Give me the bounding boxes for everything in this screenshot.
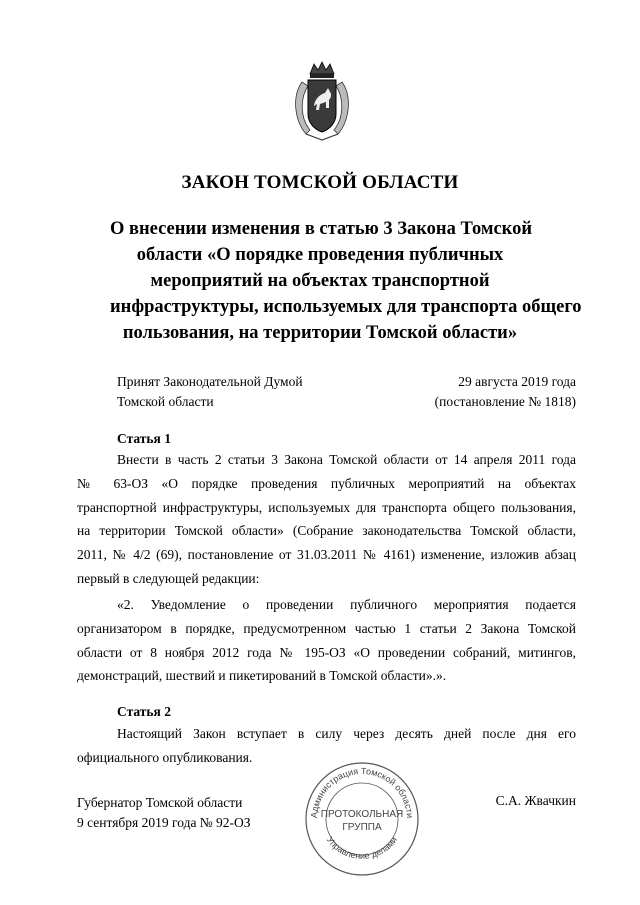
text-line: транспортной инфраструктуры, используемых для транспорта общего пользования, xyxy=(77,499,576,515)
text-line: № 63-ОЗ «О порядке проведения публичных мероприятий на объектах xyxy=(77,475,576,491)
coat-of-arms-icon xyxy=(288,60,356,142)
stamp-center-line-1: ПРОТОКОЛЬНАЯ xyxy=(320,809,404,820)
stamp-bottom-text: Управление делами xyxy=(324,834,400,861)
text-line: Настоящий Закон вступает в силу через десять дней после дня его xyxy=(117,726,576,741)
article-1-paragraph-1 xyxy=(77,448,576,591)
text-line: 2011, № 4/2 (69), постановление от 31.03.2011 № 4161) изменение, изложив абзац xyxy=(77,547,576,563)
article-1-paragraph-2 xyxy=(77,593,576,688)
text-line: официального опубликования. xyxy=(77,749,253,765)
adopted-date xyxy=(435,372,576,412)
subtitle-line: пользования, на территории Томской области» xyxy=(122,323,518,343)
law-subtitle xyxy=(110,216,582,346)
official-stamp xyxy=(303,760,421,878)
law-date-number: 9 сентября 2019 года № 92-ОЗ xyxy=(77,815,251,830)
stamp-center-line-2: ГРУППА xyxy=(342,822,382,833)
text-line: демонстраций, шествий и пикетирований в Томской области».». xyxy=(77,668,447,684)
article-2-heading: Статья 2 xyxy=(117,704,171,719)
signature-block xyxy=(77,793,251,833)
text-line: организатором в порядке, предусмотренном частью 1 статьи 2 Закона Томской xyxy=(77,620,576,636)
adopted-resolution-line: (постановление № 1818) xyxy=(434,394,576,409)
text-line: «2. Уведомление о проведении публичного мероприятия подается xyxy=(117,597,576,612)
subtitle-line: области «О порядке проведения публичных xyxy=(136,245,504,265)
signatory-title: Губернатор Томской области xyxy=(77,795,243,810)
page-title: ЗАКОН ТОМСКОЙ ОБЛАСТИ xyxy=(181,172,459,193)
subtitle-line: инфраструктуры, используемых для транспорта общего xyxy=(110,297,582,317)
signatory-name: С.А. Жвачкин xyxy=(495,793,576,808)
article-1-heading: Статья 1 xyxy=(117,431,171,446)
text-line: области от 8 ноября 2012 года № 195-ОЗ «О проведении собраний, митингов, xyxy=(77,644,576,660)
adopted-date-line: 29 августа 2019 года xyxy=(458,374,576,389)
adopted-by xyxy=(117,372,303,412)
stamp-top-text: Администрация Томской области xyxy=(308,765,416,819)
subtitle-line: О внесении изменения в статью 3 Закона Томской xyxy=(110,219,532,239)
text-line: первый в следующей редакции: xyxy=(77,570,260,586)
adopted-by-line: Томской области xyxy=(117,394,214,409)
adopted-by-line: Принят Законодательной Думой xyxy=(117,374,303,389)
text-line: на территории Томской области» (Собрание законодательства Томской области, xyxy=(77,523,576,539)
subtitle-line: мероприятий на объектах транспортной xyxy=(150,271,490,291)
text-line: Внести в часть 2 статьи 3 Закона Томской области от 14 апреля 2011 года xyxy=(117,452,576,467)
